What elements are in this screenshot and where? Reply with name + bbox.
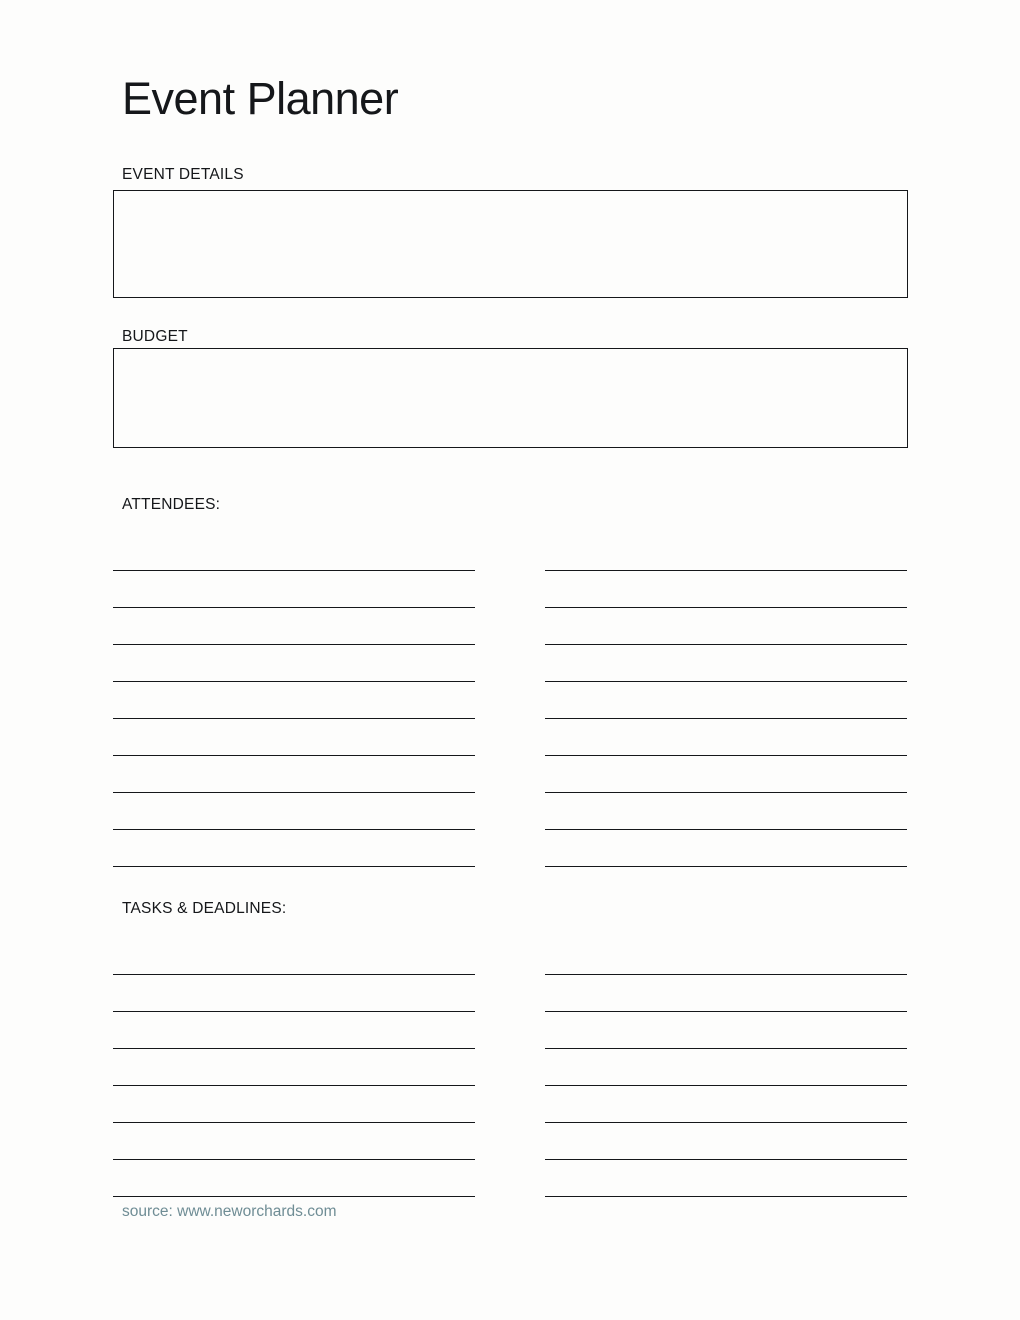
attendee-line-input[interactable]	[545, 794, 907, 830]
attendee-line-input[interactable]	[113, 683, 475, 719]
list-item	[545, 1160, 907, 1197]
list-item	[545, 1012, 907, 1049]
task-line-input[interactable]	[545, 1124, 907, 1160]
attendee-line-input[interactable]	[545, 757, 907, 793]
attendee-line-input[interactable]	[113, 720, 475, 756]
list-item	[113, 1160, 475, 1197]
attendee-line-input[interactable]	[113, 572, 475, 608]
attendee-line-input[interactable]	[113, 609, 475, 645]
attendee-line-input[interactable]	[113, 794, 475, 830]
list-item	[545, 938, 907, 975]
list-item	[113, 975, 475, 1012]
tasks-right-column	[545, 938, 907, 1197]
list-item	[545, 534, 907, 571]
list-item	[545, 1123, 907, 1160]
list-item	[545, 645, 907, 682]
page-title: Event Planner	[122, 73, 399, 124]
list-item	[113, 534, 475, 571]
task-line-input[interactable]	[545, 1161, 907, 1197]
task-line-input[interactable]	[545, 1050, 907, 1086]
task-line-input[interactable]	[113, 1050, 475, 1086]
attendee-line-input[interactable]	[113, 646, 475, 682]
list-item	[545, 975, 907, 1012]
list-item	[113, 938, 475, 975]
task-line-input[interactable]	[113, 939, 475, 975]
list-item	[113, 571, 475, 608]
list-item	[113, 608, 475, 645]
attendee-line-input[interactable]	[545, 609, 907, 645]
list-item	[113, 719, 475, 756]
list-item	[545, 682, 907, 719]
list-item	[545, 571, 907, 608]
budget-label: BUDGET	[122, 328, 188, 345]
attendee-line-input[interactable]	[113, 535, 475, 571]
task-line-input[interactable]	[113, 1087, 475, 1123]
task-line-input[interactable]	[113, 1161, 475, 1197]
task-line-input[interactable]	[113, 1013, 475, 1049]
task-line-input[interactable]	[545, 939, 907, 975]
attendees-left-column	[113, 534, 475, 867]
attendee-line-input[interactable]	[545, 646, 907, 682]
list-item	[545, 719, 907, 756]
attendee-line-input[interactable]	[545, 831, 907, 867]
attendee-line-input[interactable]	[545, 720, 907, 756]
event-details-input[interactable]	[113, 190, 908, 298]
list-item	[113, 682, 475, 719]
list-item	[545, 793, 907, 830]
attendee-line-input[interactable]	[545, 535, 907, 571]
source-link[interactable]: source: www.neworchards.com	[122, 1203, 337, 1220]
task-line-input[interactable]	[545, 976, 907, 1012]
list-item	[113, 645, 475, 682]
attendee-line-input[interactable]	[113, 831, 475, 867]
list-item	[113, 830, 475, 867]
list-item	[113, 1012, 475, 1049]
attendees-right-column	[545, 534, 907, 867]
list-item	[113, 1049, 475, 1086]
attendee-line-input[interactable]	[545, 683, 907, 719]
budget-input[interactable]	[113, 348, 908, 448]
list-item	[113, 756, 475, 793]
attendees-label: ATTENDEES:	[122, 496, 221, 513]
list-item	[113, 793, 475, 830]
event-details-label: EVENT DETAILS	[122, 166, 244, 183]
list-item	[545, 756, 907, 793]
list-item	[545, 830, 907, 867]
tasks-left-column	[113, 938, 475, 1197]
task-line-input[interactable]	[113, 976, 475, 1012]
tasks-deadlines-label: TASKS & DEADLINES:	[122, 900, 287, 917]
attendee-line-input[interactable]	[545, 572, 907, 608]
list-item	[545, 608, 907, 645]
task-line-input[interactable]	[545, 1087, 907, 1123]
list-item	[113, 1086, 475, 1123]
list-item	[113, 1123, 475, 1160]
task-line-input[interactable]	[545, 1013, 907, 1049]
list-item	[545, 1049, 907, 1086]
list-item	[545, 1086, 907, 1123]
task-line-input[interactable]	[113, 1124, 475, 1160]
attendee-line-input[interactable]	[113, 757, 475, 793]
